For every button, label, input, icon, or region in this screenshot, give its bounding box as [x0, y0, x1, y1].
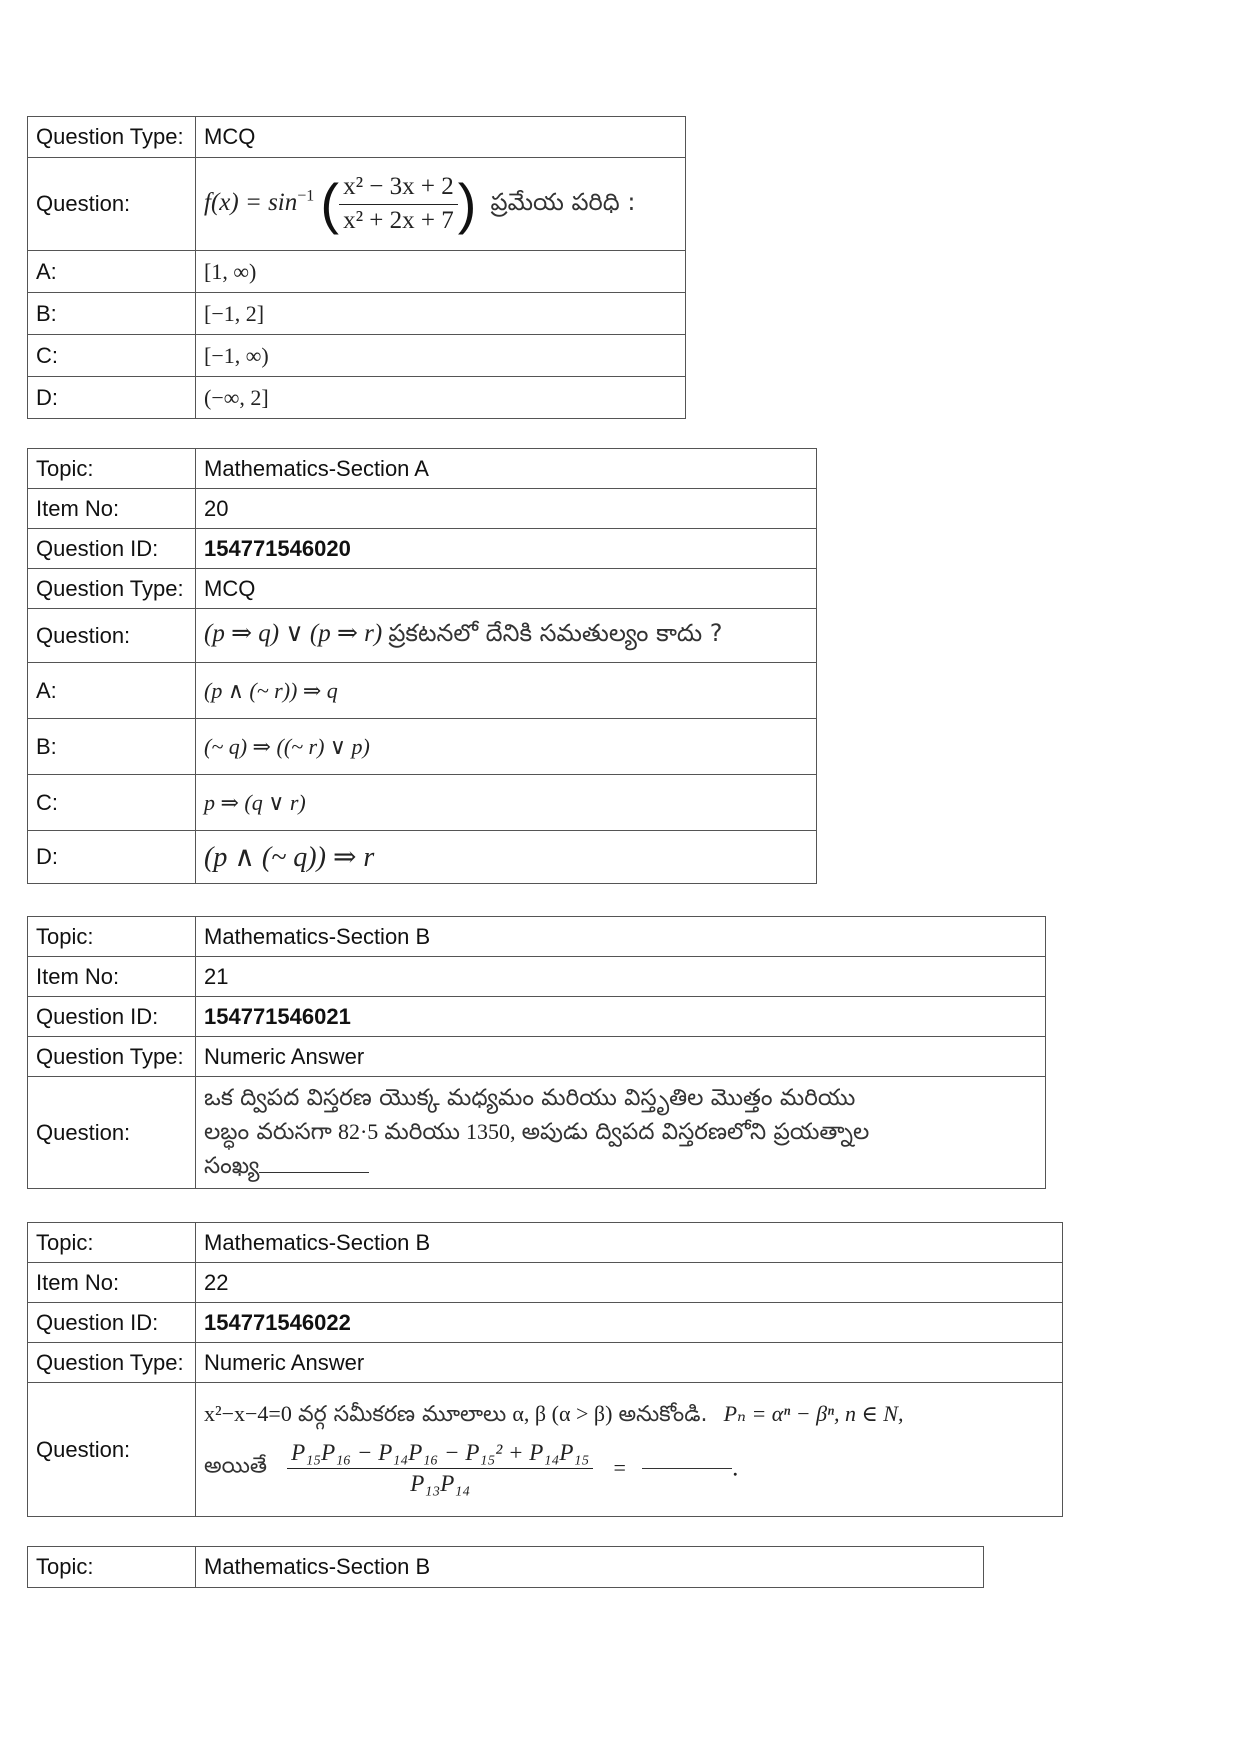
answer-blank [642, 1468, 732, 1469]
topic-value: Mathematics-Section A [196, 449, 817, 489]
question-type-label: Question Type: [28, 1037, 196, 1077]
question-type-value: MCQ [196, 569, 817, 609]
topic-label: Topic: [28, 449, 196, 489]
question-id-value: 154771546022 [196, 1303, 1063, 1343]
option-a-label: A: [28, 663, 196, 719]
option-a-text: (p ∧ (~ r)) ⇒ q [196, 663, 817, 719]
option-c-label: C: [28, 335, 196, 377]
option-d-label: D: [28, 377, 196, 419]
question-text [196, 609, 817, 663]
question-id-value: 154771546021 [196, 997, 1046, 1037]
quadratic-equation: x²−x−4=0 [204, 1400, 292, 1426]
fraction-numerator: x² − 3x + 2 [339, 171, 458, 205]
item-no-value: 22 [196, 1263, 1063, 1303]
option-a-label: A: [28, 251, 196, 293]
period: . [732, 1454, 739, 1481]
fraction-denominator: x² + 2x + 7 [343, 206, 454, 234]
product-value: 1350, [466, 1119, 516, 1144]
question-id-label: Question ID: [28, 997, 196, 1037]
question-label: Question: [28, 158, 196, 251]
question-suffix: ప్రమేయ పరిధి : [490, 187, 636, 216]
option-d-label: D: [28, 831, 196, 884]
question-math: (p ⇒ q) ∨ (p ⇒ r) [204, 620, 383, 647]
topic-value: Mathematics-Section B [196, 1223, 1063, 1263]
option-c-label: C: [28, 775, 196, 831]
question-19-table [27, 116, 686, 419]
roots-expression: α, β (α > β) [512, 1400, 613, 1426]
question-line-2a: లబ్ధం వరుసగా [204, 1119, 332, 1145]
question-line-1-text-2: అనుకోండి. [618, 1401, 708, 1427]
left-paren: ( [320, 172, 340, 235]
question-23-table [27, 1546, 984, 1588]
fraction-numerator: P₁₅P₁₆ − P₁₄P₁₆ − P₁₅² + P₁₄P₁₅ [287, 1438, 593, 1469]
option-b-text: [−1, 2] [196, 293, 686, 335]
question-text [196, 1383, 1063, 1517]
inverse-exponent: −1 [297, 187, 315, 205]
option-d-text: (−∞, 2] [196, 377, 686, 419]
option-c-text: [−1, ∞) [196, 335, 686, 377]
question-20-table [27, 448, 817, 884]
item-no-label: Item No: [28, 1263, 196, 1303]
question-line-3: సంఖ్య [204, 1153, 260, 1179]
topic-value: Mathematics-Section B [196, 917, 1046, 957]
question-type-label: Question Type: [28, 117, 196, 158]
question-line-2b: మరియు [384, 1119, 460, 1145]
question-21-table [27, 916, 1046, 1189]
question-id-label: Question ID: [28, 529, 196, 569]
answer-blank [259, 1172, 369, 1173]
question-22-table [27, 1222, 1063, 1517]
topic-label: Topic: [28, 1223, 196, 1263]
option-c-text: p ⇒ (q ∨ r) [196, 775, 817, 831]
question-type-value: MCQ [196, 117, 686, 158]
option-d-text: (p ∧ (~ q)) ⇒ r [196, 831, 817, 884]
question-label: Question: [28, 1077, 196, 1189]
question-id-label: Question ID: [28, 1303, 196, 1343]
topic-label: Topic: [28, 917, 196, 957]
option-b-text: (~ q) ⇒ ((~ r) ∨ p) [196, 719, 817, 775]
question-label: Question: [28, 609, 196, 663]
function-lhs: f(x) = sin [204, 188, 298, 216]
option-b-label: B: [28, 719, 196, 775]
question-type-value: Numeric Answer [196, 1037, 1046, 1077]
option-b-label: B: [28, 293, 196, 335]
item-no-label: Item No: [28, 489, 196, 529]
question-type-label: Question Type: [28, 569, 196, 609]
question-line-2c: అపుడు ద్విపద విస్తరణలోని ప్రయత్నాల [521, 1119, 870, 1145]
item-no-label: Item No: [28, 957, 196, 997]
item-no-value: 20 [196, 489, 817, 529]
question-type-label: Question Type: [28, 1343, 196, 1383]
option-a-text: [1, ∞) [196, 251, 686, 293]
question-text [196, 1077, 1046, 1189]
sequence-definition: Pₙ = αⁿ − βⁿ, n ∈ N, [723, 1400, 904, 1426]
question-line-1: ఒక ద్విపద విస్తరణ యొక్క మధ్యమం మరియు విస్తృతిల మొత్తం మరియు [204, 1085, 856, 1111]
mean-sum-value: 82·5 [337, 1119, 379, 1144]
question-text [196, 158, 686, 251]
question-label: Question: [28, 1383, 196, 1517]
question-id-value: 154771546020 [196, 529, 817, 569]
right-paren: ) [457, 172, 477, 235]
question-line-1-text: వర్గ సమీకరణ మూలాలు [297, 1401, 507, 1427]
question-telugu: ప్రకటనలో దేనికి సమతుల్యం కాదు ? [388, 619, 723, 647]
question-line-2-prefix: అయితే [204, 1453, 268, 1478]
expression-fraction [287, 1438, 593, 1499]
question-type-value: Numeric Answer [196, 1343, 1063, 1383]
topic-value: Mathematics-Section B [196, 1547, 984, 1588]
topic-label: Topic: [28, 1547, 196, 1588]
equals-sign: = [613, 1455, 626, 1480]
fraction-denominator: P₁₃P₁₄ [410, 1470, 471, 1496]
item-no-value: 21 [196, 957, 1046, 997]
